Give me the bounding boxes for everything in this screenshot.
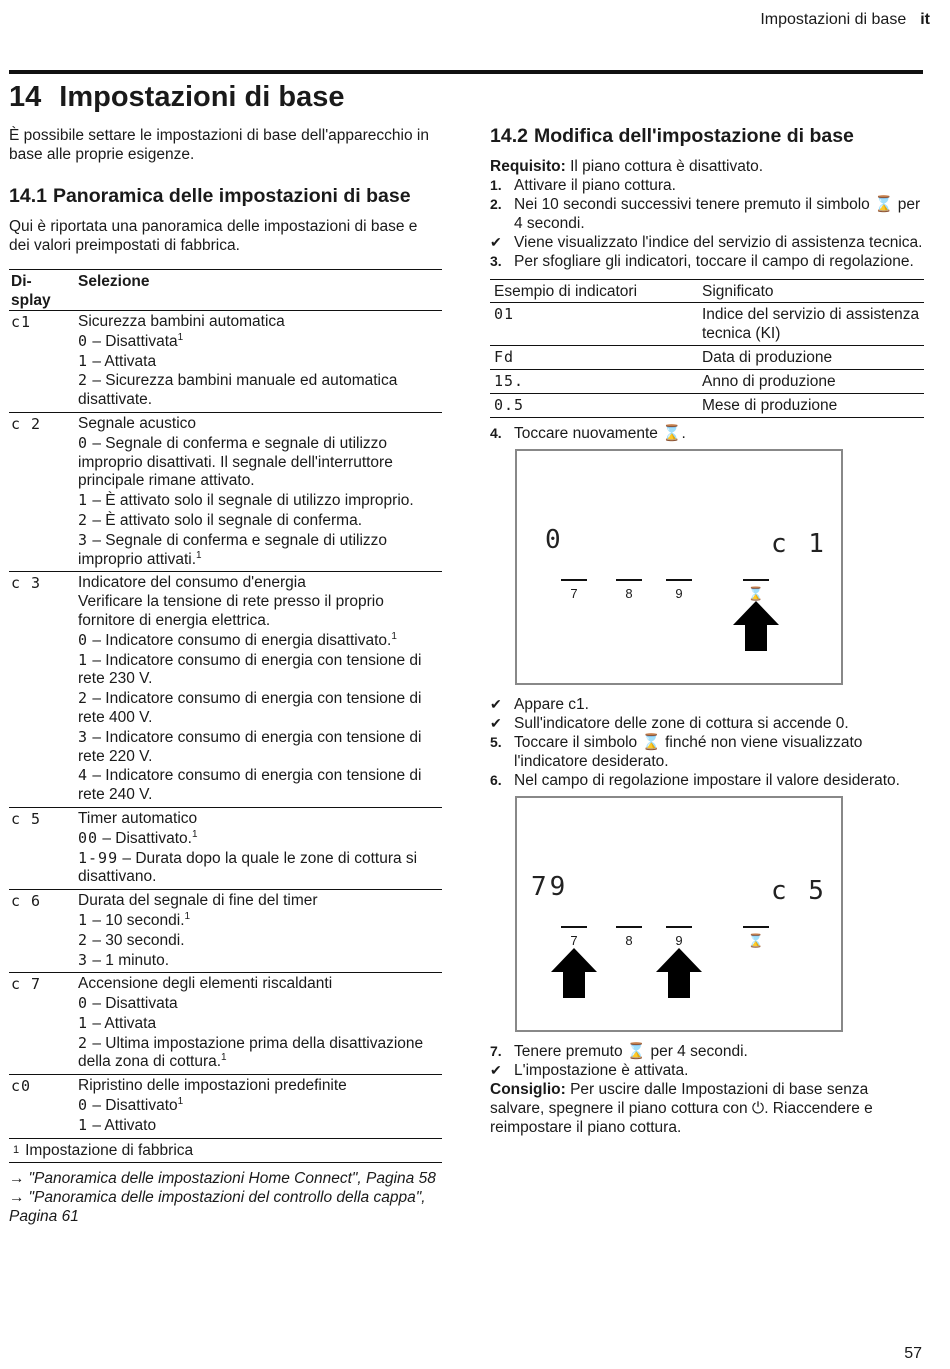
option-text: – Indicatore consumo di energia con tensione di rete 220 V. <box>78 728 422 765</box>
cooking-zone-display: 79 <box>531 872 569 902</box>
step-item <box>490 733 924 771</box>
step-item <box>490 1042 924 1061</box>
step-item <box>490 252 924 271</box>
page-header <box>760 10 930 29</box>
option-value: 1 <box>78 910 89 929</box>
step-number: 1. <box>490 177 502 193</box>
setting-option <box>78 352 442 372</box>
chapter-number: 14 <box>9 81 42 113</box>
setting-option <box>78 1116 442 1136</box>
setting-option <box>78 511 442 531</box>
display-code-text: c 2 <box>11 414 42 433</box>
section-title-modify <box>490 124 924 148</box>
display-code <box>9 572 78 808</box>
step-text: Toccare il simbolo ⌛ finché non viene visualizzato l'indicatore desiderato. <box>514 734 863 770</box>
control-panel-illustration-2 <box>515 796 843 1032</box>
footnote-mark: 1 <box>13 1143 20 1156</box>
section-title-overview <box>9 184 442 208</box>
display-code <box>9 890 78 973</box>
setting-note: Verificare la tensione di rete presso il proprio fornitore di energia elettrica. <box>78 593 384 629</box>
option-value: 3 <box>78 950 89 969</box>
display-example-code: 0.5 <box>490 394 676 418</box>
setting-title: Segnale acustico <box>78 414 197 432</box>
selection-cell <box>78 311 442 413</box>
display-code-text: c 7 <box>11 975 42 994</box>
selection-cell <box>78 890 442 973</box>
step-item: 4. Toccare nuovamente ⌛. <box>490 425 686 442</box>
option-value: 2 <box>78 371 89 390</box>
display-code <box>9 973 78 1075</box>
key-timer-bar <box>743 926 769 928</box>
option-text: – 10 secondi. <box>88 911 185 929</box>
steps-list-b <box>490 695 924 790</box>
display-code-text: c0 <box>11 1077 32 1096</box>
option-value: 1 <box>78 491 89 510</box>
option-text: – Disattivato <box>88 1097 178 1115</box>
key-9-label[interactable]: 9 <box>675 586 683 601</box>
key-8-bar <box>616 579 642 581</box>
option-value: 1 <box>78 1115 89 1134</box>
display-example-code: Fd <box>490 346 676 370</box>
cross-reference-link[interactable]: → "Panoramica delle impostazioni del controllo della cappa", Pagina 61 <box>9 1188 426 1225</box>
selection-cell <box>78 412 442 571</box>
settings-row <box>9 572 442 808</box>
display-code <box>9 807 78 889</box>
column-header-meaning: Significato <box>676 280 924 303</box>
requirement-label: Requisito: <box>490 158 566 175</box>
right-column <box>490 124 924 1137</box>
key-9-bar <box>666 579 692 581</box>
setting-option <box>78 951 442 971</box>
step-number: 3. <box>490 253 502 269</box>
setting-option <box>78 689 442 728</box>
selection-cell <box>78 1075 442 1138</box>
header-section-title: Impostazioni di base <box>760 11 907 28</box>
display-example-meaning: Indice del servizio di assistenza tecnica (KI) <box>676 303 924 346</box>
section-number: 14.2 <box>490 125 528 147</box>
footnote-ref: 1 <box>184 910 191 922</box>
step-text: Attivare il piano cottura. <box>514 177 676 194</box>
step-text: Nei 10 secondi successivi tenere premuto il simbolo ⌛ per 4 secondi. <box>514 196 921 232</box>
key-9-label[interactable]: 9 <box>675 933 683 948</box>
step-text: L'impostazione è attivata. <box>514 1062 689 1079</box>
option-value: 2 <box>78 689 89 708</box>
setting-title: Accensione degli elementi riscaldanti <box>78 975 333 993</box>
display-example-meaning: Data di produzione <box>676 346 924 370</box>
selection-cell <box>78 807 442 889</box>
option-text: – 30 secondi. <box>88 931 185 949</box>
footnote-text: Impostazione di fabbrica <box>25 1141 194 1159</box>
option-value: 0 <box>78 331 89 350</box>
step-number: 2. <box>490 196 502 212</box>
header-rule <box>9 70 923 74</box>
option-value: 2 <box>78 930 89 949</box>
control-panel-illustration-1 <box>515 449 843 685</box>
setting-option <box>78 371 442 410</box>
requirement <box>490 157 924 176</box>
display-code <box>9 412 78 571</box>
option-text: – Indicatore consumo di energia con tensione di rete 230 V. <box>78 651 422 688</box>
setting-option <box>78 651 442 690</box>
cross-references <box>9 1169 442 1226</box>
option-text: – Segnale di conferma e segnale di utilizzo improprio attivati. <box>78 531 388 568</box>
settings-row <box>9 311 442 413</box>
footnote-ref: 1 <box>191 828 198 840</box>
selection-cell <box>78 973 442 1075</box>
footnote <box>9 1139 442 1163</box>
key-7-bar <box>561 926 587 928</box>
option-text: – Disattivata <box>88 332 178 350</box>
option-text: – Ultima impostazione prima della disattivazione della zona di cottura. <box>78 1034 424 1071</box>
setting-option <box>78 728 442 767</box>
setting-option <box>78 829 442 849</box>
setting-option <box>78 911 442 931</box>
settings-row <box>9 1075 442 1138</box>
setting-option <box>78 631 442 651</box>
option-text: – Indicatore consumo di energia con tensione di rete 240 V. <box>78 767 422 804</box>
option-text: – È attivato solo il segnale di conferma. <box>88 511 363 529</box>
step-text: Nel campo di regolazione impostare il valore desiderato. <box>514 772 900 789</box>
display-example-row <box>490 346 924 370</box>
column-header-display: Di- splay <box>9 270 78 311</box>
column-header-selection: Selezione <box>78 270 442 311</box>
setting-option <box>78 1014 442 1034</box>
option-value: 1 <box>78 1013 89 1032</box>
display-code <box>9 311 78 413</box>
cooking-zone-display: 0 <box>545 525 564 555</box>
footnote-ref: 1 <box>221 1052 227 1064</box>
setting-title: Indicatore del consumo d'energia <box>78 574 306 592</box>
display-example-row <box>490 303 924 346</box>
display-code-text: c 6 <box>11 892 42 911</box>
key-8-label[interactable]: 8 <box>625 933 633 948</box>
arrow-up-icon <box>733 601 779 651</box>
selection-cell <box>78 572 442 808</box>
display-example-meaning: Mese di produzione <box>676 394 924 418</box>
cross-reference-link[interactable]: → "Panoramica delle impostazioni Home Connect", Pagina 58 <box>9 1169 436 1187</box>
setting-option <box>78 332 442 352</box>
tip-label: Consiglio: <box>490 1081 566 1098</box>
option-text: – Durata dopo la quale le zone di cottura si disattivano. <box>78 849 418 886</box>
step-text: Viene visualizzato l'indice del servizio di assistenza tecnica. <box>514 234 923 251</box>
settings-row <box>9 412 442 571</box>
option-text: – Segnale di conferma e segnale di utilizzo improprio disattivati. Il segnale dell'interruttore principale rimane attivato. <box>78 434 393 490</box>
hourglass-icon[interactable]: ⌛ <box>747 586 765 601</box>
checkmark-icon: ✔ <box>490 1062 502 1078</box>
display-example-code: 01 <box>490 303 676 346</box>
option-value: 2 <box>78 510 89 529</box>
requirement-text: Il piano cottura è disattivato. <box>570 158 764 175</box>
setting-option <box>78 491 442 511</box>
key-8-label[interactable]: 8 <box>625 586 633 601</box>
setting-title: Sicurezza bambini automatica <box>78 313 285 330</box>
column-header-example: Esempio di indicatori <box>490 280 676 303</box>
settings-row <box>9 807 442 889</box>
chapter-intro: È possibile settare le impostazioni di base dell'apparecchio in base alle proprie esigenze. <box>9 127 429 163</box>
option-text: – Attivata <box>88 352 157 370</box>
arrow-up-icon <box>551 948 597 998</box>
settings-row <box>9 890 442 973</box>
section-number: 14.1 <box>9 185 47 207</box>
setting-title: Durata del segnale di fine del timer <box>78 892 318 910</box>
step-text: Per sfogliare gli indicatori, toccare il campo di regolazione. <box>514 253 914 270</box>
option-value: 0 <box>78 433 89 452</box>
option-text: – È attivato solo il segnale di utilizzo improprio. <box>88 492 414 510</box>
display-example-row <box>490 370 924 394</box>
step-number: 6. <box>490 772 502 788</box>
option-value: 2 <box>78 1033 89 1052</box>
arrow-up-icon <box>656 948 702 998</box>
option-text: – Indicatore consumo di energia con tensione di rete 400 V. <box>78 690 422 726</box>
display-examples-table <box>490 279 924 418</box>
footnote-ref: 1 <box>196 549 202 561</box>
section-title-text: Panoramica delle impostazioni di base <box>52 185 411 207</box>
display-examples-body <box>490 303 924 418</box>
display-example-code: 15. <box>490 370 676 394</box>
checkmark-icon: ✔ <box>490 234 502 250</box>
display-code-text: c 3 <box>11 574 42 593</box>
step-item <box>490 695 924 714</box>
hourglass-icon[interactable]: ⌛ <box>747 933 765 948</box>
checkmark-icon: ✔ <box>490 696 502 712</box>
settings-row <box>9 973 442 1075</box>
footnote-ref: 1 <box>391 630 397 642</box>
option-value: 1 <box>78 650 89 669</box>
step-item <box>490 233 924 252</box>
option-text: – Sicurezza bambini manuale ed automatica disattivate. <box>78 372 398 409</box>
settings-table-body <box>9 311 442 1139</box>
option-text: – Indicatore consumo di energia disattivato. <box>88 631 392 649</box>
setting-option <box>78 766 442 805</box>
option-value: 00 <box>78 828 99 847</box>
key-timer-bar <box>743 579 769 581</box>
setting-option <box>78 849 442 888</box>
option-text: – Attivato <box>88 1116 157 1134</box>
step-text: Sull'indicatore delle zone di cottura si accende 0. <box>514 715 849 732</box>
option-text: – Disattivato. <box>98 829 192 847</box>
step-item <box>490 771 924 790</box>
option-value: 4 <box>78 766 89 785</box>
step-item <box>490 195 924 233</box>
step-text: Appare c1. <box>514 696 589 713</box>
setting-option <box>78 994 442 1014</box>
footnote-ref: 1 <box>177 331 184 343</box>
setting-option <box>78 434 442 491</box>
footnote-ref: 1 <box>177 1095 184 1107</box>
checkmark-icon: ✔ <box>490 715 502 731</box>
option-value: 0 <box>78 630 89 649</box>
option-value: 3 <box>78 530 89 549</box>
key-7-bar <box>561 579 587 581</box>
key-7-label[interactable]: 7 <box>570 933 578 948</box>
setting-title: Timer automatico <box>78 809 198 827</box>
setting-display: c 1 <box>771 529 827 559</box>
setting-option <box>78 531 442 570</box>
setting-title: Ripristino delle impostazioni predefinite <box>78 1077 347 1095</box>
chapter-title <box>9 80 442 114</box>
arrow-right-icon: → <box>9 1188 25 1206</box>
display-code <box>9 1075 78 1138</box>
step-number: 7. <box>490 1043 502 1059</box>
key-8-bar <box>616 926 642 928</box>
key-9-bar <box>666 926 692 928</box>
header-language: it <box>920 11 930 28</box>
setting-option <box>78 1034 442 1073</box>
section-title-text: Modifica dell'impostazione di base <box>533 125 854 147</box>
step-text: Tenere premuto ⌛ per 4 secondi. <box>514 1043 748 1060</box>
option-text: – Attivata <box>88 1014 157 1032</box>
page-number: 57 <box>904 1345 922 1362</box>
tip-text: Per uscire dalle Impostazioni di base senza salvare, spegnere il piano cottura con ⏻. Riaccendere e reimpostare il piano cottura. <box>490 1081 873 1136</box>
step-number: 5. <box>490 734 502 750</box>
step-item <box>490 714 924 733</box>
tip <box>490 1080 924 1137</box>
option-text: – 1 minuto. <box>88 951 170 969</box>
display-code-text: c 5 <box>11 809 42 828</box>
option-value: 0 <box>78 1096 89 1115</box>
key-7-label[interactable]: 7 <box>570 586 578 601</box>
option-value: 1 <box>78 351 89 370</box>
arrow-right-icon: → <box>9 1169 25 1187</box>
steps-list-step4 <box>490 424 924 443</box>
steps-list-a <box>490 176 924 271</box>
display-example-row <box>490 394 924 418</box>
display-example-meaning: Anno di produzione <box>676 370 924 394</box>
left-column <box>9 80 442 1226</box>
steps-list-c <box>490 1042 924 1080</box>
settings-table <box>9 269 442 1139</box>
overview-text: Qui è riportata una panoramica delle impostazioni di base e dei valori preimpostati di fabbrica. <box>9 218 418 254</box>
option-value: 1-99 <box>78 848 119 867</box>
option-text: – Disattivata <box>88 995 178 1013</box>
setting-option <box>78 931 442 951</box>
display-code-text: c1 <box>11 313 32 331</box>
chapter-title-text: Impostazioni di base <box>59 81 345 113</box>
step-item <box>490 176 924 195</box>
setting-display: c 5 <box>771 876 827 906</box>
setting-option <box>78 1096 442 1116</box>
step-item <box>490 1061 924 1080</box>
option-value: 3 <box>78 727 89 746</box>
option-value: 0 <box>78 994 89 1013</box>
